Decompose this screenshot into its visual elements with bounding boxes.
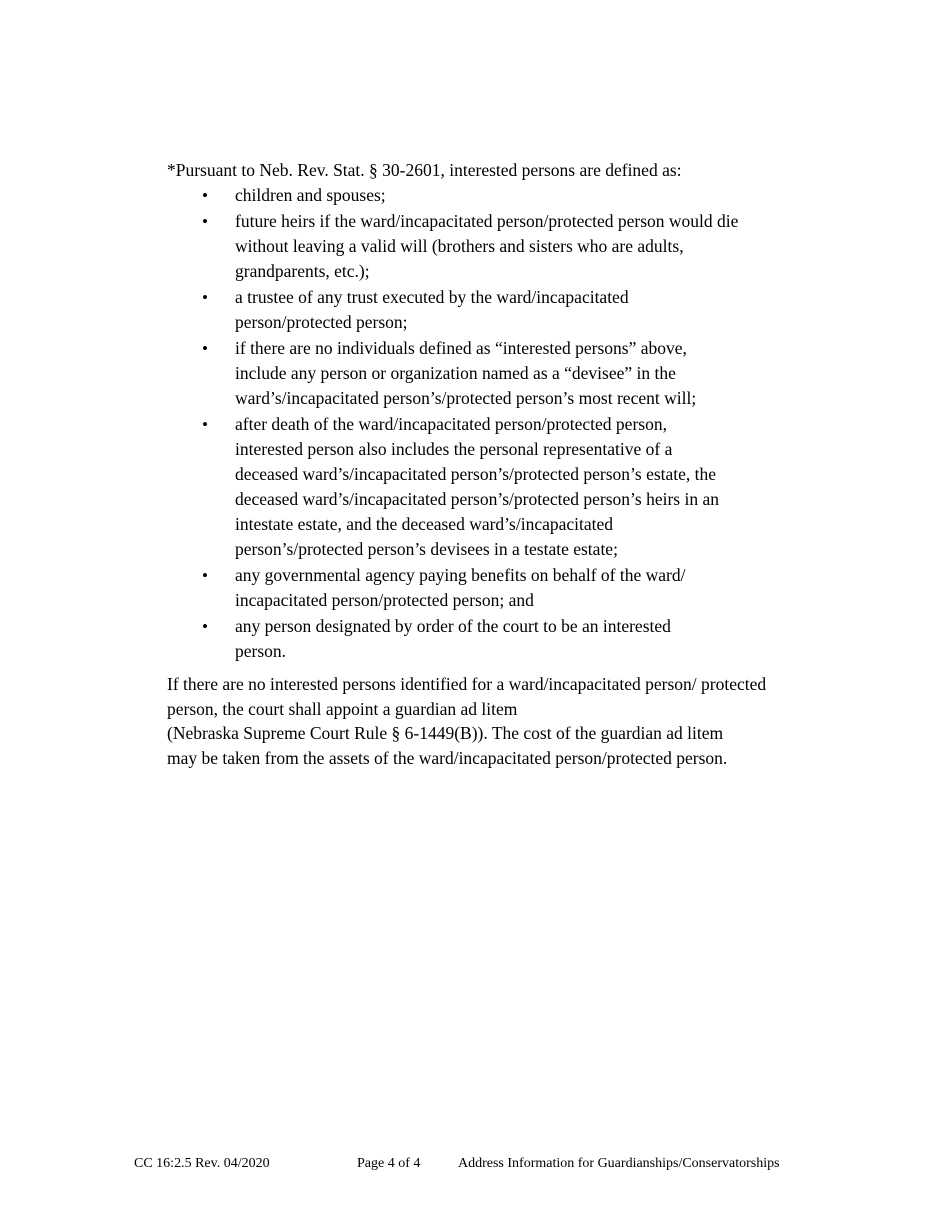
list-item: • if there are no individuals defined as “interested persons” above, include any person or organization named as a “devisee” in the ward’s/incapacitated person’s/protected person’s most recent will; [202,338,697,408]
bullet-icon: • [202,339,208,358]
list-item: • after death of the ward/incapacitated person/protected person, interested person also includes the personal representative of a deceased ward’s/incapacitated person’s/protected person’s estate, the deceased ward’s/incapacitated person’s/protected person’s heirs in an intestate estate, and the deceased ward’s/incapacitated person’s/protected person’s devisees in a testate estate; [202,414,719,559]
list-item: • a trustee of any trust executed by the ward/incapacitated person/protected person; [202,287,629,332]
list-item: • any person designated by order of the court to be an interested person. [202,616,671,661]
bullet-icon: • [202,288,208,307]
bullet-icon: • [202,617,208,636]
footer-page-number: Page 4 of 4 [357,1156,421,1171]
list-item: • future heirs if the ward/incapacitated person/protected person would die without leaving a valid will (brothers and sisters who are adults, grandparents, etc.); [202,211,739,281]
intro-paragraph: *Pursuant to Neb. Rev. Stat. § 30-2601, interested persons are defined as: [167,160,682,180]
bullet-icon: • [202,566,208,585]
closing-paragraph: If there are no interested persons identified for a ward/incapacitated person/ protected person, the court shall appoint a guardian ad litem (Nebraska Supreme Court Rule § 6-1449(B)). The cost of the guardian ad litem may be taken from the assets of the ward/incapacitated person/protected person. [167,674,767,768]
bullet-icon: • [202,415,208,434]
bullet-icon: • [202,212,208,231]
footer-title: Address Information for Guardianships/Conservatorships [458,1156,780,1171]
list-item: • any governmental agency paying benefits on behalf of the ward/ incapacitated person/protected person; and [202,565,686,610]
interested-persons-list [167,183,738,665]
footer-form-number: CC 16:2.5 Rev. 04/2020 [134,1156,270,1171]
bullet-icon: • [202,186,208,205]
list-item: • children and spouses; [167,183,738,208]
